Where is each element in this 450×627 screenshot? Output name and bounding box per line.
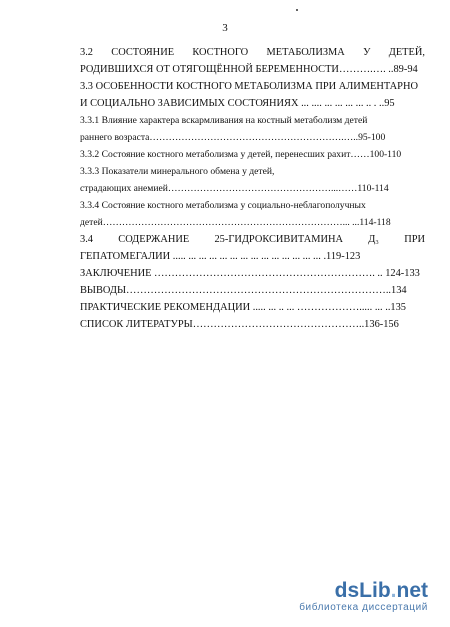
toc-entry-references: СПИСОК ЛИТЕРАТУРЫ…………………………………………..136-156: [80, 319, 399, 330]
toc-word: 3.4: [80, 234, 93, 245]
toc-word: КОСТНОГО: [192, 47, 249, 58]
toc-word: МЕТАБОЛИЗМА: [266, 47, 345, 58]
toc-entry-3-3-3-cont: страдающих анемией……………………………………………...……110-114: [80, 183, 389, 194]
toc-entry-recommendations: ПРАКТИЧЕСКИЕ РЕКОМЕНДАЦИИ ..... ... .. ... ………………..... ... ..135: [80, 302, 406, 313]
toc-entry-3-3: 3.3 ОСОБЕННОСТИ КОСТНОГО МЕТАБОЛИЗМА ПРИ АЛИМЕНТАРНО: [80, 81, 418, 92]
toc-entry-3-3-1: 3.3.1 Влияние характера вскармливания на костный метаболизм детей: [80, 115, 368, 126]
toc-entry-3-2-cont: РОДИВШИХСЯ ОТ ОТЯГОЩЁННОЙ БЕРЕМЕННОСТИ……….…. ..89-94: [80, 64, 418, 75]
scan-speck: [296, 9, 298, 11]
toc-entry-3-3-1-cont: раннего возраста…………………………………………………….…..95-100: [80, 132, 386, 143]
logo-main-text: dsLib: [334, 579, 391, 602]
toc-entry-3-2: [80, 44, 425, 61]
dslib-logo[interactable]: [299, 580, 428, 613]
toc-word: 25-ГИДРОКСИВИТАМИНА: [214, 234, 343, 245]
logo-wordmark: [299, 580, 428, 602]
toc-entry-3-4: [80, 231, 425, 248]
toc-entry-3-3-4: 3.3.4 Состояние костного метаболизма у социально-неблагополучных: [80, 200, 366, 211]
toc-entry-3-3-3: 3.3.3 Показатели минерального обмена у детей,: [80, 166, 275, 177]
toc-word: 3.2: [80, 47, 93, 58]
table-of-contents: [80, 44, 425, 333]
toc-word: ДЕТЕЙ,: [388, 47, 425, 58]
logo-dot: .: [390, 579, 397, 602]
toc-word: Д₃: [368, 234, 379, 245]
logo-tagline: библиотека диссертаций: [299, 602, 428, 613]
toc-word: СОСТОЯНИЕ: [111, 47, 175, 58]
toc-entry-3-4-cont: ГЕПАТОМЕГАЛИИ ..... ... ... ... ... ... ... ... ... ... ... ... ... ... .119-123: [80, 251, 361, 262]
toc-entry-conclusion: ЗАКЛЮЧЕНИЕ ………………………………………………………. .. 124-133: [80, 268, 420, 279]
toc-word: У: [363, 47, 371, 58]
toc-entry-findings: ВЫВОДЫ…………………………………………………………………..134: [80, 285, 407, 296]
page-number: 3: [222, 22, 228, 34]
toc-entry-3-3-4-cont: детей…………………………………………………………………... ...114-118: [80, 217, 391, 228]
logo-tld: net: [396, 579, 428, 602]
toc-entry-3-3-2: 3.3.2 Состояние костного метаболизма у детей, перенесших рахит……100-110: [80, 149, 402, 160]
toc-word: ПРИ: [404, 234, 425, 245]
toc-entry-3-3-cont: И СОЦИАЛЬНО ЗАВИСИМЫХ СОСТОЯНИЯХ ... .... ... ... ... ... .. . ..95: [80, 98, 395, 109]
toc-word: СОДЕРЖАНИЕ: [118, 234, 190, 245]
